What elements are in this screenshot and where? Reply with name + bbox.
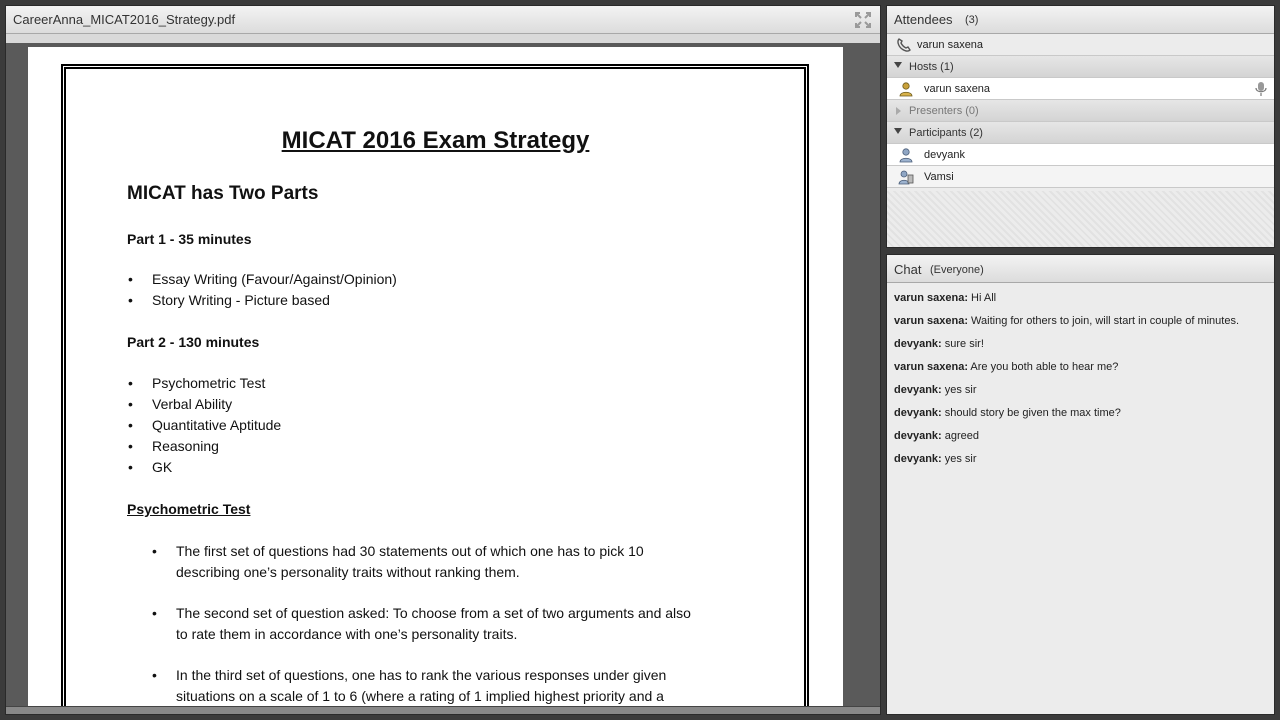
self-name: varun saxena xyxy=(917,39,984,51)
group-hosts[interactable] xyxy=(887,56,1274,78)
user-icon xyxy=(898,147,914,163)
chat-message xyxy=(894,430,1269,453)
document-pod xyxy=(5,5,881,715)
chat-scope[interactable]: (Everyone) xyxy=(930,264,984,276)
presenters-label: Presenters (0) xyxy=(909,105,979,117)
chat-text: sure sir! xyxy=(941,338,984,350)
group-presenters[interactable] xyxy=(887,100,1274,122)
attendees-title: Attendees xyxy=(894,12,953,27)
attendee-row[interactable] xyxy=(887,144,1274,166)
attendee-name: Vamsi xyxy=(924,171,954,183)
chat-sender: devyank: xyxy=(894,407,942,419)
expand-triangle-icon[interactable] xyxy=(894,128,902,134)
collapsed-triangle-icon[interactable] xyxy=(896,107,901,115)
list-item: • GK xyxy=(128,459,173,475)
user-phone-icon xyxy=(898,169,914,185)
chat-pod xyxy=(886,254,1275,715)
chat-text: yes sir xyxy=(941,453,977,465)
list-item: • Essay Writing (Favour/Against/Opinion) xyxy=(128,271,397,287)
part2-heading: Part 2 - 130 minutes xyxy=(127,334,260,350)
chat-header xyxy=(887,255,1274,283)
chat-text: Waiting for others to join, will start in couple of minutes. xyxy=(967,315,1240,327)
document-viewport[interactable] xyxy=(6,43,881,708)
chat-text: Are you both able to hear me? xyxy=(967,361,1119,373)
attendee-row[interactable] xyxy=(887,166,1274,188)
attendee-name: varun saxena xyxy=(924,83,991,95)
attendee-row[interactable] xyxy=(887,78,1274,100)
hosts-label: Hosts (1) xyxy=(909,61,954,73)
chat-sender: varun saxena: xyxy=(894,292,968,304)
chat-message-list[interactable] xyxy=(894,292,1269,476)
chat-sender: devyank: xyxy=(894,453,942,465)
chat-text: Hi All xyxy=(967,292,997,304)
chat-text: yes sir xyxy=(941,384,977,396)
list-item: • The second set of question asked: To choose from a set of two arguments and also to rate them in accordance with one’s personality traits. xyxy=(152,605,691,642)
attendee-name: devyank xyxy=(924,149,965,161)
chat-sender: devyank: xyxy=(894,384,942,396)
attendees-pod xyxy=(886,5,1275,248)
psychometric-heading: Psychometric Test xyxy=(127,501,251,517)
chat-sender: devyank: xyxy=(894,430,942,442)
list-item: • Verbal Ability xyxy=(128,396,233,412)
doc-subtitle: MICAT has Two Parts xyxy=(127,183,319,204)
list-item: • The first set of questions had 30 statements out of which one has to pick 10 describing one’s personality traits without ranking them. xyxy=(152,543,644,580)
attendees-count: (3) xyxy=(965,14,979,26)
participants-label: Participants (2) xyxy=(909,127,983,139)
chat-sender: varun saxena: xyxy=(894,361,968,373)
chat-text: should story be given the max time? xyxy=(941,407,1121,419)
fullscreen-icon[interactable] xyxy=(854,11,872,29)
chat-message xyxy=(894,315,1269,338)
chat-message xyxy=(894,453,1269,476)
chat-sender: devyank: xyxy=(894,338,942,350)
document-pod-header xyxy=(6,6,880,34)
chat-message xyxy=(894,384,1269,407)
horizontal-scrollbar[interactable] xyxy=(6,706,880,714)
chat-message xyxy=(894,361,1269,384)
list-item: • In the third set of questions, one has to rank the various responses under given situations on a scale of 1 to 6 (where a rating of 1 implied highest priority and a xyxy=(152,667,667,704)
doc-title: MICAT 2016 Exam Strategy xyxy=(281,127,590,154)
part1-heading: Part 1 - 35 minutes xyxy=(127,231,252,247)
list-item: • Psychometric Test xyxy=(128,375,266,391)
group-participants[interactable] xyxy=(887,122,1274,144)
document-filename: CareerAnna_MICAT2016_Strategy.pdf xyxy=(13,12,236,27)
chat-title: Chat xyxy=(894,262,922,277)
attendees-header xyxy=(887,6,1274,34)
microphone-icon[interactable] xyxy=(1254,81,1268,97)
chat-message xyxy=(894,338,1269,361)
document-page xyxy=(28,47,843,715)
list-item: • Reasoning xyxy=(128,438,219,454)
list-item: • Story Writing - Picture based xyxy=(128,292,330,308)
chat-sender: varun saxena: xyxy=(894,315,968,327)
phone-icon xyxy=(896,37,912,53)
attendees-empty-area xyxy=(887,191,1274,248)
host-user-icon xyxy=(898,81,914,97)
list-item: • Quantitative Aptitude xyxy=(128,417,282,433)
chat-message xyxy=(894,292,1269,315)
chat-text: agreed xyxy=(941,430,980,442)
chat-message xyxy=(894,407,1269,430)
self-row[interactable] xyxy=(887,34,1274,56)
expand-triangle-icon[interactable] xyxy=(894,62,902,68)
